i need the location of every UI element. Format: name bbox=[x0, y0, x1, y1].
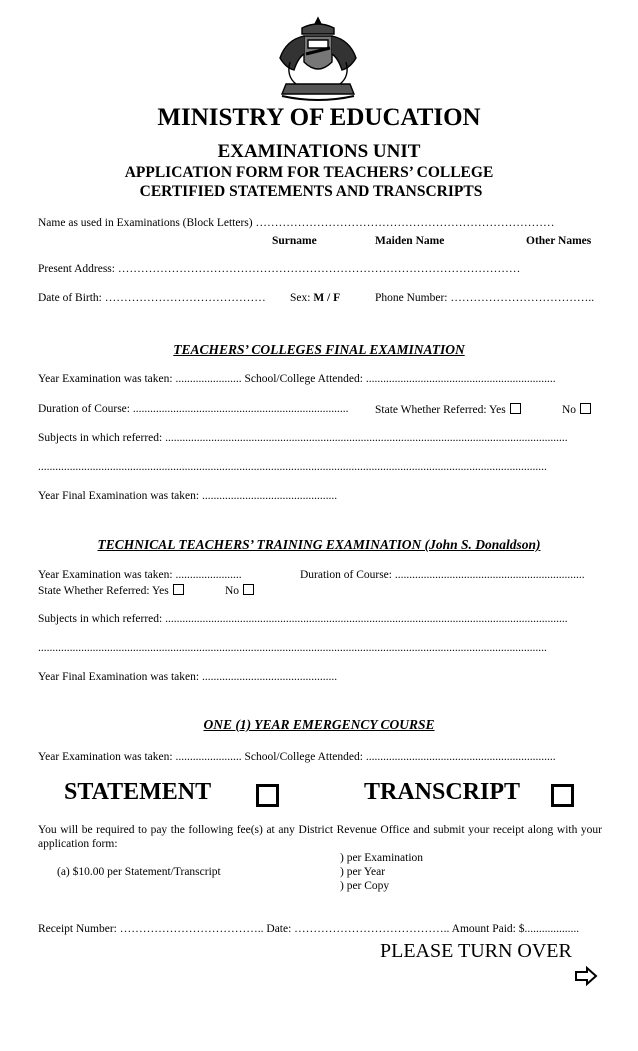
fee-per-exam: ) per Examination bbox=[340, 852, 424, 864]
s1-yes-label: Yes bbox=[489, 404, 506, 416]
s2-duration-field[interactable]: .................................................................. bbox=[394, 569, 585, 581]
address-label: Present Address: bbox=[38, 263, 115, 275]
s1-no-label: No bbox=[562, 404, 577, 416]
section3-heading: ONE (1) YEAR EMERGENCY COURSE bbox=[203, 717, 435, 732]
sex-label: Sex: bbox=[290, 292, 311, 304]
s1-school-label: School/College Attended: bbox=[244, 373, 363, 385]
s1-year-label: Year Examination was taken: bbox=[38, 373, 173, 385]
coat-of-arms-icon bbox=[268, 14, 368, 104]
s2-duration-label: Duration of Course: bbox=[300, 569, 392, 581]
fee-item: (a) $10.00 per Statement/Transcript bbox=[57, 866, 221, 878]
s1-yes-checkbox[interactable] bbox=[510, 403, 521, 414]
amount-field[interactable]: ................... bbox=[524, 923, 580, 935]
s1-duration-label: Duration of Course: bbox=[38, 403, 130, 415]
s1-subjects-field[interactable]: ............................................................................................................................................ bbox=[165, 432, 568, 444]
s1-subjects-line bbox=[38, 432, 600, 444]
s1-duration-field[interactable]: ........................................................................... bbox=[132, 403, 349, 415]
name-field[interactable]: …………………………………………………………………… bbox=[255, 217, 555, 229]
sex-options[interactable]: M / F bbox=[313, 292, 341, 304]
s1-no-checkbox[interactable] bbox=[580, 403, 591, 414]
s2-referred-label: State Whether Referred: bbox=[38, 585, 150, 597]
statement-label: STATEMENT bbox=[64, 779, 212, 805]
s1-year-line bbox=[38, 373, 556, 385]
s2-subjects-line bbox=[38, 613, 600, 625]
s2-duration-line bbox=[300, 569, 585, 581]
s1-year-field[interactable]: ....................... bbox=[175, 373, 242, 385]
s3-school-field[interactable]: .................................................................. bbox=[365, 751, 556, 763]
receipt-label: Receipt Number: bbox=[38, 923, 117, 935]
s2-no-label: No bbox=[225, 585, 240, 597]
name-line bbox=[38, 217, 554, 229]
form-title: APPLICATION FORM FOR TEACHERS’ COLLEGE bbox=[124, 164, 494, 181]
s2-year-label: Year Examination was taken: bbox=[38, 569, 173, 581]
dob-line bbox=[38, 292, 266, 304]
s2-year-line bbox=[38, 569, 242, 581]
s1-duration-line bbox=[38, 403, 348, 415]
other-names-caption: Other Names bbox=[526, 235, 592, 247]
fees-instruction: You will be required to pay the following fee(s) at any District Revenue Office and submit your receipt along with your application form: bbox=[38, 824, 602, 850]
s1-final-field[interactable]: ............................................... bbox=[201, 490, 338, 502]
s3-year-label: Year Examination was taken: bbox=[38, 751, 173, 763]
transcript-label: TRANSCRIPT bbox=[364, 779, 521, 805]
s2-yes-label: Yes bbox=[152, 585, 169, 597]
phone-label: Phone Number: bbox=[375, 292, 448, 304]
statement-checkbox[interactable] bbox=[256, 784, 279, 807]
address-line bbox=[38, 263, 520, 275]
address-field[interactable]: …………………………………………………………………………………………… bbox=[117, 263, 521, 275]
s1-final-line bbox=[38, 490, 337, 502]
name-label: Name as used in Examinations (Block Letters) bbox=[38, 217, 253, 229]
s1-referred-label: State Whether Referred: bbox=[375, 404, 487, 416]
s3-school-label: School/College Attended: bbox=[244, 751, 363, 763]
s1-blank-line[interactable]: ................................................................................................................................................................................. bbox=[38, 461, 547, 473]
dob-label: Date of Birth: bbox=[38, 292, 102, 304]
dob-field[interactable]: …………………………………… bbox=[104, 292, 266, 304]
s2-no-line bbox=[225, 584, 254, 597]
s1-final-label: Year Final Examination was taken: bbox=[38, 490, 200, 502]
form-subtitle: CERTIFIED STATEMENTS AND TRANSCRIPTS bbox=[139, 183, 483, 200]
transcript-checkbox[interactable] bbox=[551, 784, 574, 807]
section1-heading: TEACHERS’ COLLEGES FINAL EXAMINATION bbox=[173, 342, 465, 357]
sex-line bbox=[290, 292, 340, 304]
s3-year-line bbox=[38, 751, 556, 763]
s2-yes-checkbox[interactable] bbox=[173, 584, 184, 595]
s1-no-line bbox=[562, 403, 591, 416]
section2-heading: TECHNICAL TEACHERS’ TRAINING EXAMINATION (John S. Donaldson) bbox=[97, 537, 541, 552]
s2-subjects-field[interactable]: ............................................................................................................................................ bbox=[165, 613, 568, 625]
turn-over-text: PLEASE TURN OVER bbox=[380, 940, 572, 962]
fee-per-copy: ) per Copy bbox=[340, 880, 390, 892]
date-field[interactable]: ………………………………….. bbox=[294, 923, 450, 935]
maiden-name-caption: Maiden Name bbox=[375, 235, 445, 247]
surname-caption: Surname bbox=[272, 235, 317, 247]
right-arrow-icon bbox=[574, 966, 598, 986]
s2-referred-line bbox=[38, 584, 184, 597]
s2-final-label: Year Final Examination was taken: bbox=[38, 671, 200, 683]
amount-label: Amount Paid: $ bbox=[451, 923, 525, 935]
s2-final-line bbox=[38, 671, 337, 683]
ministry-title: MINISTRY OF EDUCATION bbox=[157, 104, 481, 131]
s2-blank-line[interactable]: ................................................................................................................................................................................. bbox=[38, 642, 547, 654]
s2-subjects-label: Subjects in which referred: bbox=[38, 613, 163, 625]
phone-field[interactable]: ……………………………….. bbox=[450, 292, 595, 304]
s1-school-field[interactable]: .................................................................. bbox=[365, 373, 556, 385]
receipt-field[interactable]: ……………………………….. bbox=[119, 923, 264, 935]
receipt-line bbox=[38, 923, 579, 935]
s2-year-field[interactable]: ....................... bbox=[175, 569, 242, 581]
s2-no-checkbox[interactable] bbox=[243, 584, 254, 595]
fee-per-year: ) per Year bbox=[340, 866, 386, 878]
s1-referred-line bbox=[375, 403, 521, 416]
s3-year-field[interactable]: ....................... bbox=[175, 751, 242, 763]
s2-final-field[interactable]: ............................................... bbox=[201, 671, 338, 683]
date-label: Date: bbox=[266, 923, 292, 935]
s1-subjects-label: Subjects in which referred: bbox=[38, 432, 163, 444]
phone-line bbox=[375, 292, 594, 304]
unit-title: EXAMINATIONS UNIT bbox=[217, 141, 421, 162]
